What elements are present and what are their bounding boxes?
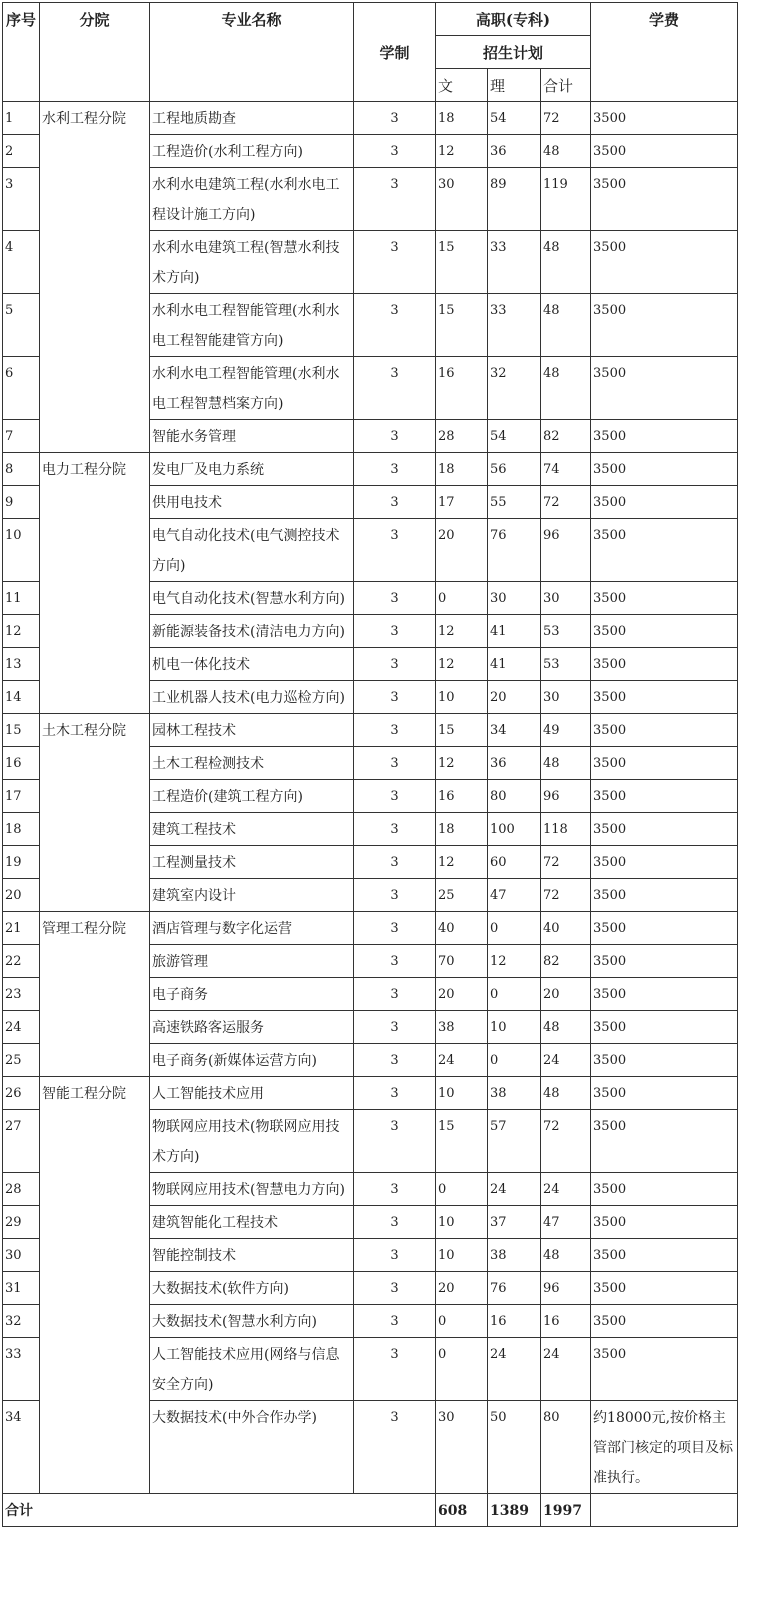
- cell-arts: 70: [436, 945, 488, 978]
- cell-arts: 24: [436, 1044, 488, 1077]
- cell-total: 96: [541, 1272, 591, 1305]
- cell-seq: 5: [3, 294, 40, 357]
- cell-seq: 14: [3, 681, 40, 714]
- cell-arts: 18: [436, 102, 488, 135]
- cell-arts: 15: [436, 1110, 488, 1173]
- cell-science: 20: [488, 681, 541, 714]
- cell-seq: 15: [3, 714, 40, 747]
- cell-science: 50: [488, 1401, 541, 1494]
- cell-branch: 电力工程分院: [40, 453, 150, 714]
- cell-fee: 3500: [591, 357, 738, 420]
- cell-years: 3: [354, 1206, 436, 1239]
- cell-arts: 18: [436, 813, 488, 846]
- cell-total: 48: [541, 1011, 591, 1044]
- cell-fee: 约18000元,按价格主管部门核定的项目及标准执行。: [591, 1401, 738, 1494]
- header-arts: 文: [436, 69, 488, 102]
- cell-major: 建筑智能化工程技术: [150, 1206, 354, 1239]
- cell-years: 3: [354, 1044, 436, 1077]
- cell-major: 新能源装备技术(清洁电力方向): [150, 615, 354, 648]
- cell-science: 12: [488, 945, 541, 978]
- cell-science: 34: [488, 714, 541, 747]
- cell-total: 72: [541, 102, 591, 135]
- cell-fee: 3500: [591, 102, 738, 135]
- cell-arts: 15: [436, 714, 488, 747]
- cell-total: 24: [541, 1338, 591, 1401]
- header-subtotal: 合计: [541, 69, 591, 102]
- total-science: 1389: [488, 1494, 541, 1527]
- cell-seq: 33: [3, 1338, 40, 1401]
- cell-branch: 智能工程分院: [40, 1077, 150, 1494]
- cell-seq: 23: [3, 978, 40, 1011]
- header-science: 理: [488, 69, 541, 102]
- cell-arts: 17: [436, 486, 488, 519]
- cell-science: 32: [488, 357, 541, 420]
- cell-total: 40: [541, 912, 591, 945]
- cell-major: 建筑室内设计: [150, 879, 354, 912]
- cell-total: 24: [541, 1173, 591, 1206]
- cell-total: 48: [541, 1077, 591, 1110]
- cell-seq: 16: [3, 747, 40, 780]
- cell-major: 工程造价(水利工程方向): [150, 135, 354, 168]
- cell-fee: 3500: [591, 1305, 738, 1338]
- cell-science: 0: [488, 912, 541, 945]
- cell-years: 3: [354, 747, 436, 780]
- cell-science: 37: [488, 1206, 541, 1239]
- cell-arts: 25: [436, 879, 488, 912]
- cell-arts: 12: [436, 846, 488, 879]
- cell-years: 3: [354, 168, 436, 231]
- cell-major: 发电厂及电力系统: [150, 453, 354, 486]
- cell-arts: 16: [436, 357, 488, 420]
- cell-years: 3: [354, 846, 436, 879]
- cell-years: 3: [354, 1272, 436, 1305]
- cell-years: 3: [354, 420, 436, 453]
- cell-seq: 9: [3, 486, 40, 519]
- cell-years: 3: [354, 945, 436, 978]
- cell-seq: 22: [3, 945, 40, 978]
- cell-seq: 34: [3, 1401, 40, 1494]
- cell-fee: 3500: [591, 648, 738, 681]
- cell-total: 118: [541, 813, 591, 846]
- cell-seq: 32: [3, 1305, 40, 1338]
- cell-arts: 12: [436, 747, 488, 780]
- cell-arts: 20: [436, 978, 488, 1011]
- header-fee: 学费: [591, 3, 738, 102]
- cell-science: 100: [488, 813, 541, 846]
- cell-science: 57: [488, 1110, 541, 1173]
- cell-science: 38: [488, 1239, 541, 1272]
- cell-arts: 28: [436, 420, 488, 453]
- cell-fee: 3500: [591, 879, 738, 912]
- cell-branch: 土木工程分院: [40, 714, 150, 912]
- cell-arts: 0: [436, 1338, 488, 1401]
- cell-arts: 0: [436, 582, 488, 615]
- cell-arts: 20: [436, 519, 488, 582]
- cell-seq: 3: [3, 168, 40, 231]
- cell-major: 水利水电建筑工程(智慧水利技术方向): [150, 231, 354, 294]
- cell-total: 48: [541, 1239, 591, 1272]
- cell-seq: 20: [3, 879, 40, 912]
- cell-total: 72: [541, 846, 591, 879]
- cell-total: 82: [541, 420, 591, 453]
- cell-fee: 3500: [591, 168, 738, 231]
- cell-arts: 10: [436, 681, 488, 714]
- cell-seq: 29: [3, 1206, 40, 1239]
- cell-total: 96: [541, 519, 591, 582]
- cell-total: 48: [541, 357, 591, 420]
- cell-fee: 3500: [591, 519, 738, 582]
- cell-years: 3: [354, 486, 436, 519]
- cell-seq: 4: [3, 231, 40, 294]
- cell-arts: 0: [436, 1173, 488, 1206]
- cell-seq: 8: [3, 453, 40, 486]
- cell-years: 3: [354, 519, 436, 582]
- cell-arts: 16: [436, 780, 488, 813]
- cell-fee: 3500: [591, 1173, 738, 1206]
- cell-science: 76: [488, 519, 541, 582]
- cell-total: 30: [541, 681, 591, 714]
- cell-major: 建筑工程技术: [150, 813, 354, 846]
- cell-major: 电气自动化技术(电气测控技术方向): [150, 519, 354, 582]
- cell-fee: 3500: [591, 912, 738, 945]
- cell-science: 0: [488, 1044, 541, 1077]
- cell-fee: 3500: [591, 135, 738, 168]
- cell-arts: 30: [436, 1401, 488, 1494]
- cell-fee: 3500: [591, 1077, 738, 1110]
- cell-years: 3: [354, 879, 436, 912]
- cell-fee: 3500: [591, 945, 738, 978]
- cell-arts: 12: [436, 135, 488, 168]
- cell-years: 3: [354, 978, 436, 1011]
- cell-fee: 3500: [591, 1239, 738, 1272]
- cell-seq: 1: [3, 102, 40, 135]
- cell-total: 53: [541, 648, 591, 681]
- cell-arts: 0: [436, 1305, 488, 1338]
- total-label: 合计: [3, 1494, 436, 1527]
- total-fee-empty: [591, 1494, 738, 1527]
- cell-major: 供用电技术: [150, 486, 354, 519]
- cell-science: 10: [488, 1011, 541, 1044]
- cell-years: 3: [354, 1338, 436, 1401]
- cell-years: 3: [354, 231, 436, 294]
- cell-seq: 2: [3, 135, 40, 168]
- header-plan-top: 高职(专科): [436, 3, 591, 36]
- cell-fee: 3500: [591, 1110, 738, 1173]
- cell-major: 土木工程检测技术: [150, 747, 354, 780]
- cell-fee: 3500: [591, 231, 738, 294]
- total-sum: 1997: [541, 1494, 591, 1527]
- cell-seq: 11: [3, 582, 40, 615]
- cell-science: 80: [488, 780, 541, 813]
- cell-major: 工程造价(建筑工程方向): [150, 780, 354, 813]
- cell-years: 3: [354, 294, 436, 357]
- cell-science: 38: [488, 1077, 541, 1110]
- cell-science: 30: [488, 582, 541, 615]
- cell-seq: 6: [3, 357, 40, 420]
- cell-total: 20: [541, 978, 591, 1011]
- cell-seq: 19: [3, 846, 40, 879]
- cell-science: 54: [488, 420, 541, 453]
- cell-arts: 18: [436, 453, 488, 486]
- cell-seq: 12: [3, 615, 40, 648]
- cell-total: 48: [541, 294, 591, 357]
- cell-science: 24: [488, 1338, 541, 1401]
- cell-science: 89: [488, 168, 541, 231]
- cell-science: 36: [488, 747, 541, 780]
- cell-science: 76: [488, 1272, 541, 1305]
- cell-arts: 38: [436, 1011, 488, 1044]
- cell-major: 人工智能技术应用: [150, 1077, 354, 1110]
- cell-science: 33: [488, 294, 541, 357]
- cell-fee: 3500: [591, 681, 738, 714]
- cell-branch: 水利工程分院: [40, 102, 150, 453]
- cell-seq: 24: [3, 1011, 40, 1044]
- cell-years: 3: [354, 780, 436, 813]
- cell-science: 36: [488, 135, 541, 168]
- cell-major: 工程测量技术: [150, 846, 354, 879]
- cell-fee: 3500: [591, 747, 738, 780]
- cell-major: 大数据技术(软件方向): [150, 1272, 354, 1305]
- cell-fee: 3500: [591, 420, 738, 453]
- header-branch: 分院: [40, 3, 150, 102]
- cell-fee: 3500: [591, 780, 738, 813]
- cell-fee: 3500: [591, 1011, 738, 1044]
- cell-years: 3: [354, 453, 436, 486]
- cell-fee: 3500: [591, 1044, 738, 1077]
- cell-major: 机电一体化技术: [150, 648, 354, 681]
- cell-fee: 3500: [591, 846, 738, 879]
- cell-fee: 3500: [591, 813, 738, 846]
- cell-total: 48: [541, 135, 591, 168]
- cell-seq: 10: [3, 519, 40, 582]
- cell-seq: 26: [3, 1077, 40, 1110]
- cell-total: 72: [541, 879, 591, 912]
- cell-arts: 40: [436, 912, 488, 945]
- cell-major: 智能水务管理: [150, 420, 354, 453]
- cell-years: 3: [354, 1011, 436, 1044]
- cell-fee: 3500: [591, 1338, 738, 1401]
- cell-seq: 7: [3, 420, 40, 453]
- cell-science: 47: [488, 879, 541, 912]
- cell-total: 48: [541, 747, 591, 780]
- cell-arts: 10: [436, 1077, 488, 1110]
- cell-major: 大数据技术(智慧水利方向): [150, 1305, 354, 1338]
- cell-seq: 28: [3, 1173, 40, 1206]
- cell-total: 96: [541, 780, 591, 813]
- cell-science: 41: [488, 648, 541, 681]
- cell-major: 水利水电建筑工程(水利水电工程设计施工方向): [150, 168, 354, 231]
- cell-major: 电子商务(新媒体运营方向): [150, 1044, 354, 1077]
- cell-seq: 25: [3, 1044, 40, 1077]
- cell-fee: 3500: [591, 978, 738, 1011]
- cell-seq: 13: [3, 648, 40, 681]
- cell-years: 3: [354, 1239, 436, 1272]
- cell-total: 53: [541, 615, 591, 648]
- cell-years: 3: [354, 714, 436, 747]
- cell-arts: 20: [436, 1272, 488, 1305]
- cell-years: 3: [354, 1110, 436, 1173]
- cell-years: 3: [354, 1077, 436, 1110]
- cell-arts: 15: [436, 294, 488, 357]
- cell-total: 24: [541, 1044, 591, 1077]
- cell-science: 0: [488, 978, 541, 1011]
- cell-major: 大数据技术(中外合作办学): [150, 1401, 354, 1494]
- cell-seq: 18: [3, 813, 40, 846]
- cell-years: 3: [354, 912, 436, 945]
- cell-fee: 3500: [591, 1206, 738, 1239]
- cell-total: 119: [541, 168, 591, 231]
- cell-seq: 17: [3, 780, 40, 813]
- cell-arts: 12: [436, 648, 488, 681]
- cell-years: 3: [354, 357, 436, 420]
- cell-years: 3: [354, 681, 436, 714]
- cell-years: 3: [354, 102, 436, 135]
- cell-total: 48: [541, 231, 591, 294]
- cell-fee: 3500: [591, 714, 738, 747]
- cell-major: 水利水电工程智能管理(水利水电工程智能建管方向): [150, 294, 354, 357]
- cell-years: 3: [354, 135, 436, 168]
- cell-seq: 31: [3, 1272, 40, 1305]
- cell-major: 电子商务: [150, 978, 354, 1011]
- cell-science: 54: [488, 102, 541, 135]
- cell-major: 智能控制技术: [150, 1239, 354, 1272]
- cell-science: 16: [488, 1305, 541, 1338]
- cell-major: 人工智能技术应用(网络与信息安全方向): [150, 1338, 354, 1401]
- cell-fee: 3500: [591, 486, 738, 519]
- cell-fee: 3500: [591, 615, 738, 648]
- cell-major: 物联网应用技术(智慧电力方向): [150, 1173, 354, 1206]
- header-major: 专业名称: [150, 3, 354, 102]
- cell-science: 33: [488, 231, 541, 294]
- header-seq: 序号: [3, 3, 40, 102]
- cell-major: 旅游管理: [150, 945, 354, 978]
- cell-total: 74: [541, 453, 591, 486]
- cell-fee: 3500: [591, 582, 738, 615]
- cell-total: 82: [541, 945, 591, 978]
- cell-years: 3: [354, 1401, 436, 1494]
- cell-major: 工程地质勘查: [150, 102, 354, 135]
- cell-years: 3: [354, 615, 436, 648]
- cell-years: 3: [354, 1305, 436, 1338]
- cell-arts: 30: [436, 168, 488, 231]
- cell-seq: 21: [3, 912, 40, 945]
- cell-fee: 3500: [591, 294, 738, 357]
- cell-total: 49: [541, 714, 591, 747]
- cell-total: 30: [541, 582, 591, 615]
- cell-fee: 3500: [591, 453, 738, 486]
- header-duration: 学制: [354, 3, 436, 102]
- cell-seq: 27: [3, 1110, 40, 1173]
- cell-arts: 10: [436, 1206, 488, 1239]
- cell-major: 工业机器人技术(电力巡检方向): [150, 681, 354, 714]
- cell-years: 3: [354, 648, 436, 681]
- cell-science: 60: [488, 846, 541, 879]
- cell-years: 3: [354, 813, 436, 846]
- cell-years: 3: [354, 582, 436, 615]
- cell-science: 55: [488, 486, 541, 519]
- cell-science: 56: [488, 453, 541, 486]
- total-arts: 608: [436, 1494, 488, 1527]
- cell-years: 3: [354, 1173, 436, 1206]
- enrollment-plan-table: [2, 2, 738, 1527]
- cell-major: 电气自动化技术(智慧水利方向): [150, 582, 354, 615]
- cell-major: 高速铁路客运服务: [150, 1011, 354, 1044]
- cell-total: 72: [541, 486, 591, 519]
- cell-arts: 10: [436, 1239, 488, 1272]
- cell-arts: 12: [436, 615, 488, 648]
- cell-fee: 3500: [591, 1272, 738, 1305]
- cell-arts: 15: [436, 231, 488, 294]
- cell-major: 园林工程技术: [150, 714, 354, 747]
- cell-total: 16: [541, 1305, 591, 1338]
- cell-major: 水利水电工程智能管理(水利水电工程智慧档案方向): [150, 357, 354, 420]
- cell-total: 72: [541, 1110, 591, 1173]
- cell-branch: 管理工程分院: [40, 912, 150, 1077]
- cell-seq: 30: [3, 1239, 40, 1272]
- cell-major: 物联网应用技术(物联网应用技术方向): [150, 1110, 354, 1173]
- cell-science: 41: [488, 615, 541, 648]
- header-plan-mid: 招生计划: [436, 36, 591, 69]
- cell-total: 47: [541, 1206, 591, 1239]
- cell-major: 酒店管理与数字化运营: [150, 912, 354, 945]
- cell-total: 80: [541, 1401, 591, 1494]
- cell-science: 24: [488, 1173, 541, 1206]
